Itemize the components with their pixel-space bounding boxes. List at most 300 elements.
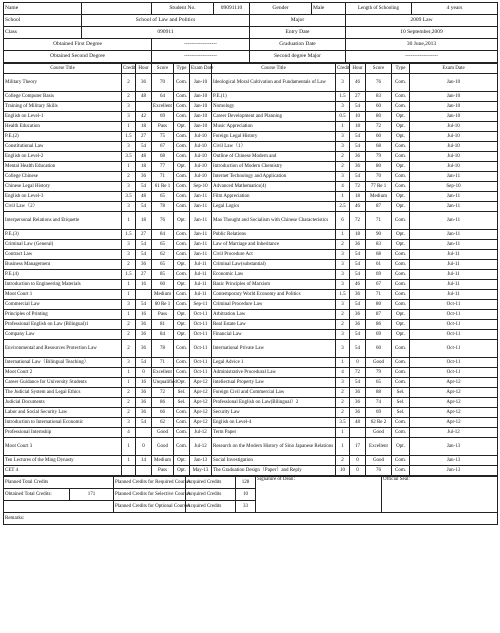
score: 71	[152, 358, 174, 368]
optional-credits-label: Planned Credits for Optional Courses	[114, 501, 186, 513]
exam-date: Jul-11	[410, 290, 498, 300]
exam-date: Apr-12	[190, 418, 212, 428]
credit: 3	[336, 340, 350, 358]
hour: 72	[350, 212, 366, 230]
remarks: Remarks:	[4, 513, 498, 525]
hour: 14	[136, 456, 152, 466]
course-title: Nomology	[212, 102, 336, 112]
type: Com.	[174, 172, 190, 182]
course-title: Commercial Law	[4, 300, 122, 310]
hour: 36	[136, 388, 152, 398]
credit: 1	[336, 230, 350, 240]
exam-date: Jul-12	[190, 438, 212, 456]
credit: 3	[336, 172, 350, 182]
type: Com.	[174, 240, 190, 250]
credit: 2	[336, 162, 350, 172]
hour: 72	[350, 182, 366, 192]
course-title: Legal Logics	[212, 202, 336, 212]
exam-date: Apr-12	[410, 378, 498, 388]
course-title: Professional Internship	[4, 428, 122, 438]
course-title: Criminal Law (General)	[4, 240, 122, 250]
second-major-value: ------------------	[346, 51, 498, 63]
course-title: Administrative Procedural Law	[212, 368, 336, 378]
course-title: Health Education	[4, 122, 122, 132]
score: 65	[152, 260, 174, 270]
course-row	[4, 270, 498, 280]
type: Opt.	[392, 122, 410, 132]
name-label: Name	[4, 3, 82, 15]
exam-date: Jul-10	[190, 142, 212, 152]
dean-signature: Signature of Dean：	[256, 477, 382, 513]
exam-date: Apr-12	[190, 398, 212, 408]
hour: 48	[350, 418, 366, 428]
credit: 1	[122, 438, 136, 456]
credit	[122, 466, 136, 476]
course-title: Judicial Documents	[4, 398, 122, 408]
type: Com.	[174, 358, 190, 368]
score: 60	[366, 340, 392, 358]
student-info-table	[3, 2, 498, 63]
credit: 2	[336, 320, 350, 330]
type: Com.	[174, 202, 190, 212]
type: Com.	[174, 74, 190, 92]
type: Com.	[392, 152, 410, 162]
exam-date: Jan-13	[410, 438, 498, 456]
course-title: Term Paper	[212, 428, 336, 438]
score: 72	[366, 122, 392, 132]
score: 84	[152, 330, 174, 340]
credit: 10	[336, 466, 350, 476]
course-title: Military Theory	[4, 74, 122, 92]
exam-date: Oct-11	[190, 310, 212, 320]
course-row	[4, 368, 498, 378]
score: 68	[152, 152, 174, 162]
score: Excellent	[366, 438, 392, 456]
credit: 4	[122, 428, 136, 438]
hour: 18	[136, 212, 152, 230]
credit: 3	[336, 250, 350, 260]
credit: 3	[122, 358, 136, 368]
course-row	[4, 428, 498, 438]
exam-date: Jan-11	[190, 230, 212, 240]
exam-date: Apr-12	[410, 418, 498, 428]
type: Com.	[174, 438, 190, 456]
credit: 3	[336, 142, 350, 152]
exam-date: Jan-10	[410, 102, 498, 112]
class-label: Class	[4, 27, 82, 39]
courses-table	[3, 63, 498, 476]
type: Opt.	[174, 122, 190, 132]
credit: 1.5	[122, 270, 136, 280]
hour: 36	[350, 290, 366, 300]
exam-date: Oct-11	[190, 358, 212, 368]
course-row	[4, 102, 498, 112]
course-title: Civil Law（2）	[4, 202, 122, 212]
type: Opt.	[392, 310, 410, 320]
hour: 54	[136, 240, 152, 250]
exam-date: Jul-10	[410, 152, 498, 162]
course-row	[4, 320, 498, 330]
credit: 2	[122, 260, 136, 270]
first-degree-value: ------------------	[152, 39, 250, 51]
credit: 2	[336, 152, 350, 162]
score: Medium	[366, 192, 392, 202]
course-row	[4, 310, 498, 320]
score: 74	[366, 398, 392, 408]
score: 86	[366, 320, 392, 330]
type: Opt.	[174, 212, 190, 230]
hour: 54	[136, 418, 152, 428]
type: Opt.	[174, 330, 190, 340]
credit: 2	[336, 240, 350, 250]
exam-date: Jul-10	[410, 142, 498, 152]
hour: 36	[350, 152, 366, 162]
credit: 2	[122, 172, 136, 182]
second-major-label: Second degree Major	[250, 51, 346, 63]
credit: 3	[122, 240, 136, 250]
hour: 54	[136, 358, 152, 368]
credit: 2	[336, 310, 350, 320]
course-row	[4, 202, 498, 212]
hour: 36	[136, 172, 152, 182]
score: 80	[366, 112, 392, 122]
hour: 27	[136, 132, 152, 142]
course-title: Contract Law	[4, 250, 122, 260]
score: 71	[152, 172, 174, 182]
type: Com.	[392, 74, 410, 92]
hour: 48	[136, 152, 152, 162]
hour: 36	[350, 388, 366, 398]
type: Com.	[392, 340, 410, 358]
exam-date: Jan-11	[190, 212, 212, 230]
type: Opt.	[392, 112, 410, 122]
score: 85	[152, 270, 174, 280]
hour: 54	[350, 300, 366, 310]
course-title: Environmental and Resources Protection Law	[4, 340, 122, 358]
credit: 1	[122, 122, 136, 132]
score: 88	[366, 388, 392, 398]
exam-date: Jan-11	[190, 240, 212, 250]
hour: 54	[136, 142, 152, 152]
credit: 2	[122, 340, 136, 358]
credit: 3	[122, 202, 136, 212]
second-degree-label: Obtained Second Degree	[4, 51, 152, 63]
type: Com.	[392, 300, 410, 310]
hour: 18	[350, 122, 366, 132]
exam-date: Jan-11	[410, 212, 498, 230]
exam-date: Jul-11	[410, 260, 498, 270]
score: 77 Re 1	[366, 182, 392, 192]
credit: 2	[336, 388, 350, 398]
type: Com.	[392, 250, 410, 260]
student-no-value: 09091110	[214, 3, 250, 15]
hour: 18	[136, 122, 152, 132]
credit: 1	[122, 162, 136, 172]
credit: 3	[122, 182, 136, 192]
credit: 1.5	[336, 290, 350, 300]
exam-date: Jan-11	[410, 192, 498, 202]
type: Sel.	[174, 398, 190, 408]
score: 68	[366, 142, 392, 152]
score: 83	[366, 240, 392, 250]
course-row	[4, 388, 498, 398]
hour: 27	[350, 92, 366, 102]
hour: 54	[350, 132, 366, 142]
exam-date: Jul-10	[410, 162, 498, 172]
course-row	[4, 230, 498, 240]
col-course-title: Course Title	[212, 64, 336, 74]
credit: 1	[336, 122, 350, 132]
credit: 2	[122, 320, 136, 330]
score: 62	[152, 250, 174, 260]
course-row	[4, 340, 498, 358]
credit: 3	[122, 250, 136, 260]
gender-label: Gender	[250, 3, 312, 15]
hour	[136, 428, 152, 438]
exam-date: Jul-11	[190, 280, 212, 290]
hour: 36	[136, 340, 152, 358]
score: 71	[366, 290, 392, 300]
course-title: College Chinese	[4, 172, 122, 182]
col-exam-date: Exam Date	[190, 64, 212, 74]
course-title: Civil Law（1）	[212, 142, 336, 152]
exam-date: Jan-13	[190, 456, 212, 466]
score: 80	[366, 300, 392, 310]
course-title: Intellectual Property Law	[212, 378, 336, 388]
credit: 1	[336, 428, 350, 438]
type: Com.	[392, 378, 410, 388]
hour: 36	[350, 240, 366, 250]
exam-date: Jul-10	[410, 132, 498, 142]
type: Opt.	[174, 280, 190, 290]
hour: 0	[136, 368, 152, 378]
type: Com.	[392, 280, 410, 290]
type: Com.	[392, 428, 410, 438]
course-title: Basic Principles of Marxism	[212, 280, 336, 290]
credit: 3	[336, 280, 350, 290]
exam-date: Oct-11	[410, 310, 498, 320]
exam-date: Jul-12	[190, 428, 212, 438]
course-title: Interpersonal Relations and Etiquette	[4, 212, 122, 230]
credit: 3.5	[122, 192, 136, 202]
course-row	[4, 142, 498, 152]
hour: 54	[136, 250, 152, 260]
exam-date: Jul-10	[410, 122, 498, 132]
score: 77	[152, 162, 174, 172]
course-title: Mental Health Education	[4, 162, 122, 172]
course-row	[4, 408, 498, 418]
acquired-credits-label: Acquired Credits	[186, 489, 236, 501]
hour: 18	[350, 230, 366, 240]
score: 69	[366, 270, 392, 280]
second-degree-value: ------------------	[152, 51, 250, 63]
score: Pass	[152, 310, 174, 320]
school-label: School	[4, 15, 82, 27]
course-title: Professional English on Law(Bilingual）2	[212, 398, 336, 408]
course-title: Public Relations	[212, 230, 336, 240]
hour: 36	[350, 310, 366, 320]
course-title: Introduction to International Economic	[4, 418, 122, 428]
col-course-title: Course Title	[4, 64, 122, 74]
score: Good	[152, 438, 174, 456]
score: 71	[366, 212, 392, 230]
course-row	[4, 162, 498, 172]
planned-total-label: Planned Total Credits	[4, 477, 114, 489]
score: 70	[366, 172, 392, 182]
course-title: Financial Law	[212, 330, 336, 340]
credit: 3	[336, 300, 350, 310]
hour: 36	[350, 320, 366, 330]
hour: 54	[136, 182, 152, 192]
course-row	[4, 212, 498, 230]
score: 60	[366, 102, 392, 112]
type: Opt.	[174, 456, 190, 466]
hour: 54	[350, 250, 366, 260]
score: 65	[152, 240, 174, 250]
exam-date: Jul-11	[410, 250, 498, 260]
course-title: Labor and Social Security Law	[4, 408, 122, 418]
course-row	[4, 172, 498, 182]
course-title: Real Estate Law	[212, 320, 336, 330]
hour: 54	[350, 270, 366, 280]
course-title: Film Appreciation	[212, 192, 336, 202]
course-title: Ideological Moral Cultivation and Fundamentals of Law	[212, 74, 336, 92]
course-row	[4, 300, 498, 310]
course-title: Contemporary World Economy and Politics	[212, 290, 336, 300]
col-credit: Credit	[336, 64, 350, 74]
acquired-credits-label: Acquired Credits	[186, 477, 236, 489]
credit: 0.5	[336, 112, 350, 122]
credit: 2	[122, 398, 136, 408]
course-row	[4, 240, 498, 250]
score: 60 Re 1	[152, 300, 174, 310]
score: Good	[366, 428, 392, 438]
exam-date: Jan-10	[410, 92, 498, 102]
exam-date: Oct-11	[410, 300, 498, 310]
exam-date: Oct-11	[410, 340, 498, 358]
exam-date: Jul-11	[410, 280, 498, 290]
course-title: Company Law	[4, 330, 122, 340]
course-title: Foreign Civil and Commercial Law	[212, 388, 336, 398]
type: Com.	[174, 300, 190, 310]
course-title: International Law（Bilingual Teaching）	[4, 358, 122, 368]
hour: 54	[350, 142, 366, 152]
course-row	[4, 358, 498, 368]
score: 78	[152, 340, 174, 358]
type: Com.	[392, 182, 410, 192]
hour	[350, 428, 366, 438]
score: 69	[152, 112, 174, 122]
type: Com.	[174, 340, 190, 358]
exam-date: Oct-11	[410, 330, 498, 340]
course-title: Introduction to Engineering Materials	[4, 280, 122, 290]
score: 76	[366, 466, 392, 476]
score: 76	[366, 74, 392, 92]
course-title: College Computer Basis	[4, 92, 122, 102]
score: 69	[366, 408, 392, 418]
hour: 54	[350, 260, 366, 270]
type: Com.	[392, 270, 410, 280]
exam-date: Jan-10	[190, 112, 212, 122]
type: Com.	[174, 92, 190, 102]
hour: 54	[350, 330, 366, 340]
type: Opt.	[392, 240, 410, 250]
exam-date: Jul-10	[190, 162, 212, 172]
score: 60	[152, 280, 174, 290]
name-value	[82, 3, 152, 15]
credit: 3.5	[122, 152, 136, 162]
course-title: Legal Advice 1	[212, 358, 336, 368]
course-title: Moot Court 2	[4, 368, 122, 378]
hour: 36	[136, 74, 152, 92]
course-title: P.E.(4)	[4, 270, 122, 280]
credit: 2	[336, 398, 350, 408]
score: Good	[366, 358, 392, 368]
credit: 1.5	[122, 132, 136, 142]
credit: 1	[122, 290, 136, 300]
type: Com.	[174, 428, 190, 438]
course-title: Criminal Procedure Law	[212, 300, 336, 310]
credit: 1	[336, 192, 350, 202]
hour: 16	[136, 310, 152, 320]
type: Opt.	[174, 310, 190, 320]
type: Com.	[174, 182, 190, 192]
score: 62 Re 2	[366, 418, 392, 428]
credit: 2.5	[336, 202, 350, 212]
credit: 2	[122, 408, 136, 418]
type: Com.	[174, 250, 190, 260]
exam-date: Jan-11	[410, 230, 498, 240]
obtained-total-value: 171	[70, 489, 114, 501]
score: 72	[152, 388, 174, 398]
type: Opt.	[392, 192, 410, 202]
credit: 1	[122, 456, 136, 466]
type: Opt.	[392, 438, 410, 456]
type: Com.	[392, 142, 410, 152]
course-title: Moot Court 3	[4, 438, 122, 456]
course-title: The Judicial System and Legal Ethics	[4, 388, 122, 398]
course-row	[4, 466, 498, 476]
score: Medium	[152, 456, 174, 466]
course-row	[4, 438, 498, 456]
score: 70	[152, 74, 174, 92]
blank-cell	[4, 501, 114, 513]
type: Com.	[174, 270, 190, 280]
course-row	[4, 378, 498, 388]
length-value: 4 years	[412, 3, 498, 15]
hour: 0	[350, 456, 366, 466]
credit: 3	[122, 300, 136, 310]
type: Opt.	[392, 330, 410, 340]
hour: 48	[136, 192, 152, 202]
exam-date: May-13	[190, 466, 212, 476]
course-title: P.E.(2)	[4, 132, 122, 142]
col-type: Type	[174, 64, 190, 74]
acquired-credits-label: Acquired Credits	[186, 501, 236, 513]
course-title: Constitutional Law	[4, 142, 122, 152]
hour: 0	[136, 438, 152, 456]
exam-date: Jul-11	[410, 270, 498, 280]
hour: 10	[350, 112, 366, 122]
exam-date: Oct-11	[190, 330, 212, 340]
exam-date: Oct-11	[190, 340, 212, 358]
type: Com.	[174, 192, 190, 202]
course-row	[4, 192, 498, 202]
hour: 36	[350, 398, 366, 408]
course-title: Career Guidance for University Students	[4, 378, 122, 388]
course-title: Outline of Chinese Modern and	[212, 152, 336, 162]
exam-date: Sep-10	[190, 182, 212, 192]
